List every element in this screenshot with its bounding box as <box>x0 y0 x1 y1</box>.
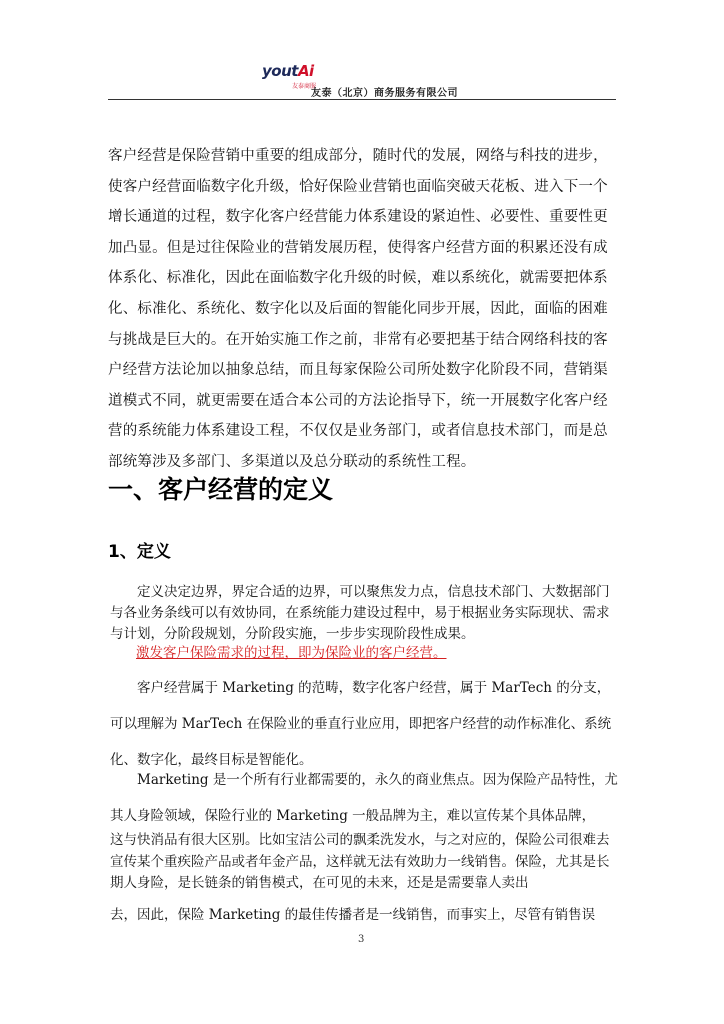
logo-accent-text: Ai <box>297 62 314 80</box>
section-heading: 一、客户经营的定义 <box>108 475 334 504</box>
marketing-paragraph-middle: 这与快消品有很大区别。比如宝洁公司的飘柔洗发水，与之对应的，保险公司很难去宣传某个重疾险产品或者年金产品，这样就无法有效助力一线销售。保险，尤其是长期人身险，是长链条的销售模式，在可见的未来，还是是需要靠人卖出 <box>110 832 610 891</box>
marketing-paragraph-start: Marketing 是一个所有行业都需要的，永久的商业焦点。因为保险产品特性，尤其人身险领域，保险行业的 Marketing 一般品牌为主，难以宣传某个具体品牌， <box>110 772 618 824</box>
header-divider <box>108 99 616 100</box>
logo-wordmark <box>262 62 314 80</box>
highlighted-definition: 激发客户保险需求的过程，即为保险业的客户经营。 <box>136 645 447 661</box>
subsection-heading: 1、定义 <box>108 542 171 562</box>
company-name: 友泰（北京）商务服务有限公司 <box>311 88 458 99</box>
logo-subtitle: 友泰商服 <box>292 83 317 90</box>
marketing-paragraph-end: 去，因此，保险 Marketing 的最佳传播者是一线销售，而事实上，尽管有销售误 <box>110 907 596 923</box>
logo-main-text: yout <box>262 62 298 80</box>
intro-paragraph: 客户经营是保险营销中重要的组成部分，随时代的发展，网络与科技的进步，使客户经营面临数字化升级，恰好保险业营销也面临突破天花板、进入下一个增长通道的过程，数字化客户经营能力体系建设的紧迫性、必要性、重要性更加凸显。但是过往保险业的营销发展历程，使得客户经营方面的积累还没有成体系化、标准化，因此在面临数字化升级的时候，难以系统化，就需要把体系化、标准化、系统化、数字化以及后面的智能化同步开展，因此，面临的困难与挑战是巨大的。在开始实施工作之前，非常有必要把基于结合网络科技的客户经营方法论加以抽象总结，而且每家保险公司所处数字化阶段不同，营销渠道模式不同，就更需要在适合本公司的方法论指导下，统一开展数字化客户经营的系统能力体系建设工程，不仅仅是业务部门，或者信息技术部门，而是总部统筹涉及多部门、多渠道以及总分联动的系统性工程。 <box>108 148 608 470</box>
page-header <box>0 56 724 106</box>
definition-paragraph: 定义决定边界，界定合适的边界，可以聚焦发力点，信息技术部门、大数据部门与各业务条线可以有效协同，在系统能力建设过程中，易于根据业务实际现状、需求与计划，分阶段规划，分阶段实施，一步步实现阶段性成果。 <box>110 584 610 642</box>
martech-paragraph: 客户经营属于 Marketing 的范畴，数字化客户经营，属于 MarTech 的分支，可以理解为 MarTech 在保险业的垂直行业应用，即把客户经营的动作标准化、系统化、数字化，最终目标是智能化。 <box>110 680 612 768</box>
page-number: 3 <box>358 934 365 945</box>
